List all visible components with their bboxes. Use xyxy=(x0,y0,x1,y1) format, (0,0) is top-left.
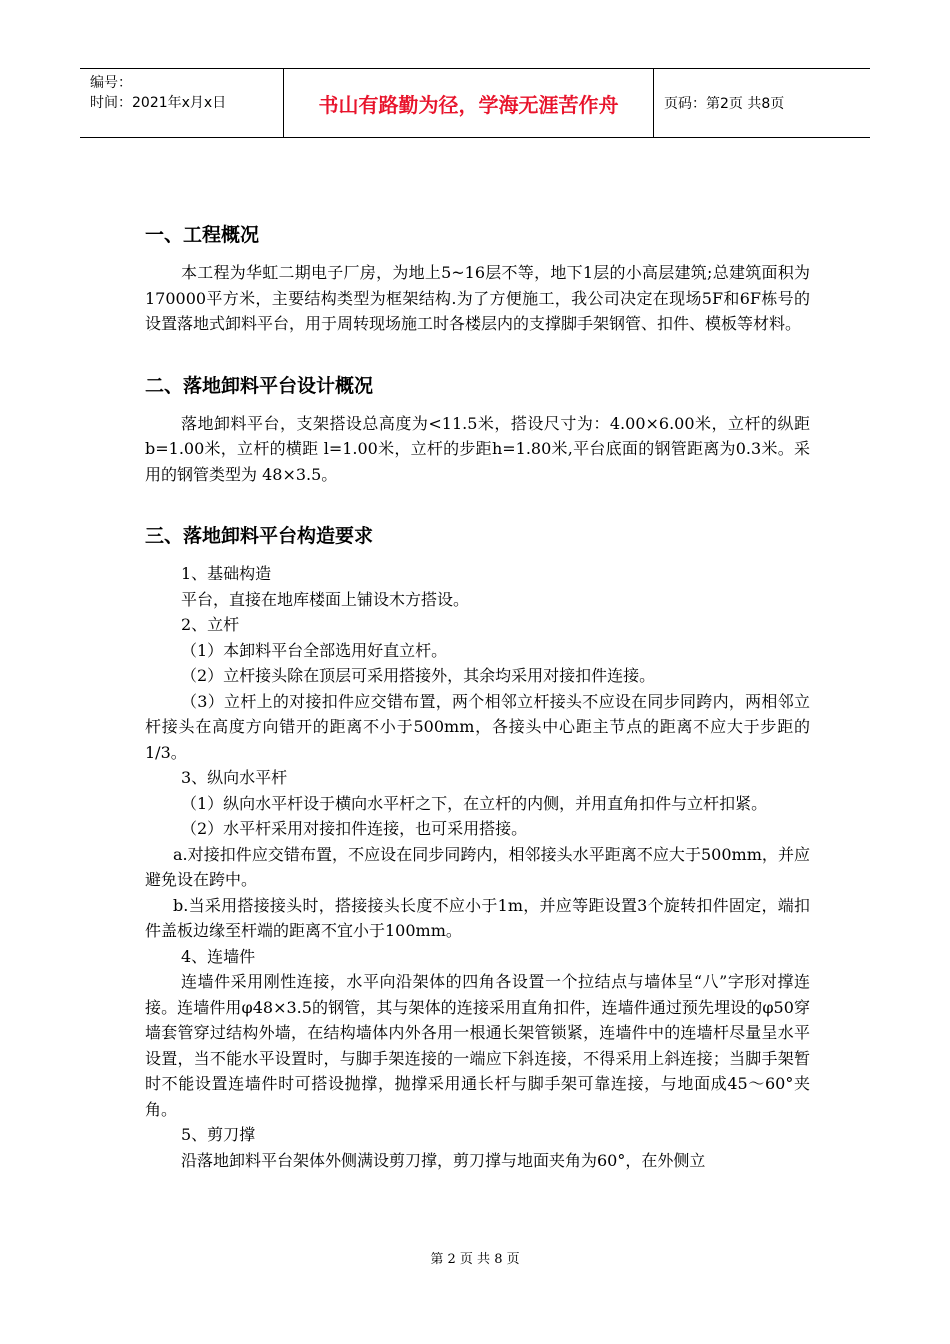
header-page-info: 页码：第2页 共8页 xyxy=(664,96,785,112)
paragraph: 落地卸料平台，支架搭设总高度为<11.5米，搭设尺寸为：4.00×6.00米，立杆的纵距 b=1.00米，立杆的横距 l=1.00米，立杆的步距h=1.80米,平台底面的钢管距离为0.3米。采用的钢管类型为 48×3.5。 xyxy=(145,413,810,484)
paragraph: 平台，直接在地库楼面上铺设木方搭设。 xyxy=(181,589,470,609)
section-title: 一、工程概况 xyxy=(145,224,260,246)
header-left-cell xyxy=(80,69,283,137)
page-footer: 第 2 页 共 8 页 xyxy=(430,1252,520,1267)
header-motto: 书山有路勤为径，学海无涯苦作舟 xyxy=(283,69,654,137)
paragraph: 5、剪刀撑 xyxy=(181,1125,256,1144)
paragraph: （2）水平杆采用对接扣件连接，也可采用搭接。 xyxy=(181,819,528,838)
paragraph: 2、立杆 xyxy=(181,615,240,634)
paragraph: 1、基础构造 xyxy=(181,564,272,583)
section-title: 三、落地卸料平台构造要求 xyxy=(145,525,374,547)
paragraph: 连墙件采用刚性连接，水平向沿架体的四角各设置一个拉结点与墙体呈“八”字形对撑连接。连墙件用φ48×3.5的钢管，其与架体的连接采用直角扣件，连墙件通过预先埋设的φ50穿墙套管穿过结构外墙，在结构墙体内外各用一根通长架管锁紧，连墙件中的连墙杆尽量呈水平设置，当不能水平设置时，与脚手架连接的一端应下斜连接，不得采用上斜连接；当脚手架暂时不能设置连墙件时可搭设抛撑，抛撑采用通长杆与脚手架可靠连接，与地面成45～60°夹角。 xyxy=(145,972,810,1119)
paragraph: 3、纵向水平杆 xyxy=(181,768,288,787)
time-label: 时间：2021年x月x日 xyxy=(90,95,227,111)
paragraph: （2）立杆接头除在顶层可采用搭接外，其余均采用对接扣件连接。 xyxy=(181,666,656,685)
serial-label: 编号： xyxy=(90,75,132,91)
paragraph: （1）纵向水平杆设于横向水平杆之下，在立杆的内侧，并用直角扣件与立杆扣紧。 xyxy=(181,793,768,813)
paragraph: b.当采用搭接接头时，搭接接头长度不应小于1m，并应等距设置3个旋转扣件固定，端扣件盖板边缘至杆端的距离不宜小于100mm。 xyxy=(145,895,810,940)
paragraph: （3）立杆上的对接扣件应交错布置，两个相邻立杆接头不应设在同步同跨内，两相邻立杆接头在高度方向错开的距离不小于500mm，各接头中心距主节点的距离不应大于步距的1/3。 xyxy=(145,691,810,762)
page-header xyxy=(80,68,870,138)
paragraph: a.对接扣件应交错布置，不应设在同步同跨内，相邻接头水平距离不应大于500mm，并应避免设在跨中。 xyxy=(145,844,810,889)
paragraph: 4、连墙件 xyxy=(181,946,256,966)
document-body xyxy=(145,222,810,1173)
section-title: 二、落地卸料平台设计概况 xyxy=(145,374,374,397)
paragraph: （1）本卸料平台全部选用好直立杆。 xyxy=(181,640,448,660)
paragraph: 本工程为华虹二期电子厂房，为地上5~16层不等，地下1层的小高层建筑;总建筑面积为170000平方米，主要结构类型为框架结构.为了方便施工，我公司决定在现场5F和6F栋号的设置落地式卸料平台，用于周转现场施工时各楼层内的支撑脚手架钢管、扣件、模板等材料。 xyxy=(145,263,810,333)
paragraph: 沿落地卸料平台架体外侧满设剪刀撑，剪刀撑与地面夹角为60°，在外侧立 xyxy=(181,1150,706,1170)
